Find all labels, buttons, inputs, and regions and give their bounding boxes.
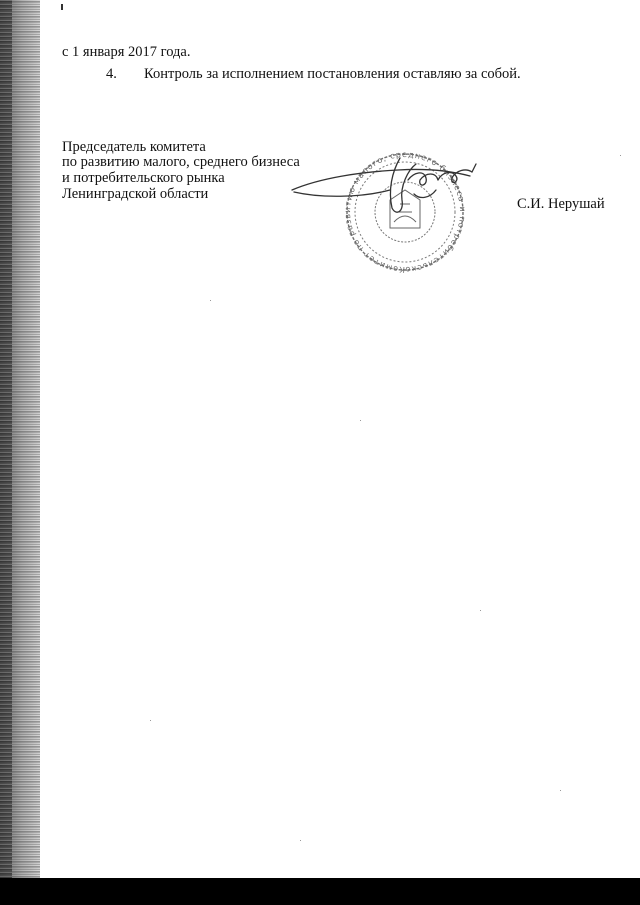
scan-noise-left — [0, 0, 12, 880]
official-stamp — [280, 150, 480, 280]
scan-speck — [480, 610, 481, 611]
signer-position-line-4: Ленинградской области — [62, 186, 209, 202]
signer-name: С.И. Нерушай — [517, 196, 605, 212]
scan-mark — [61, 4, 63, 10]
stamp-ring-text: Комитет по развитию малого, среднего бизнеса и потребительско — [342, 150, 468, 275]
stamp-seal-icon — [280, 150, 480, 280]
signer-position-line-2: по развитию малого, среднего бизнеса — [62, 154, 300, 170]
scan-speck — [210, 300, 211, 301]
continuation-line: с 1 января 2017 года. — [62, 44, 191, 60]
scan-speck — [560, 790, 561, 791]
item-number: 4. — [106, 66, 117, 82]
scan-speck — [300, 840, 301, 841]
svg-text:Комитет по развитию малого, ср — [280, 150, 467, 274]
item-text: Контроль за исполнением постановления оставляю за собой. — [144, 66, 521, 82]
scan-speck — [150, 720, 151, 721]
scan-bottom-border — [0, 878, 640, 905]
signer-position-line-1: Председатель комитета — [62, 139, 206, 155]
scan-speck — [360, 420, 361, 421]
scan-speck — [620, 155, 621, 156]
signer-position-line-3: и потребительского рынка — [62, 170, 225, 186]
